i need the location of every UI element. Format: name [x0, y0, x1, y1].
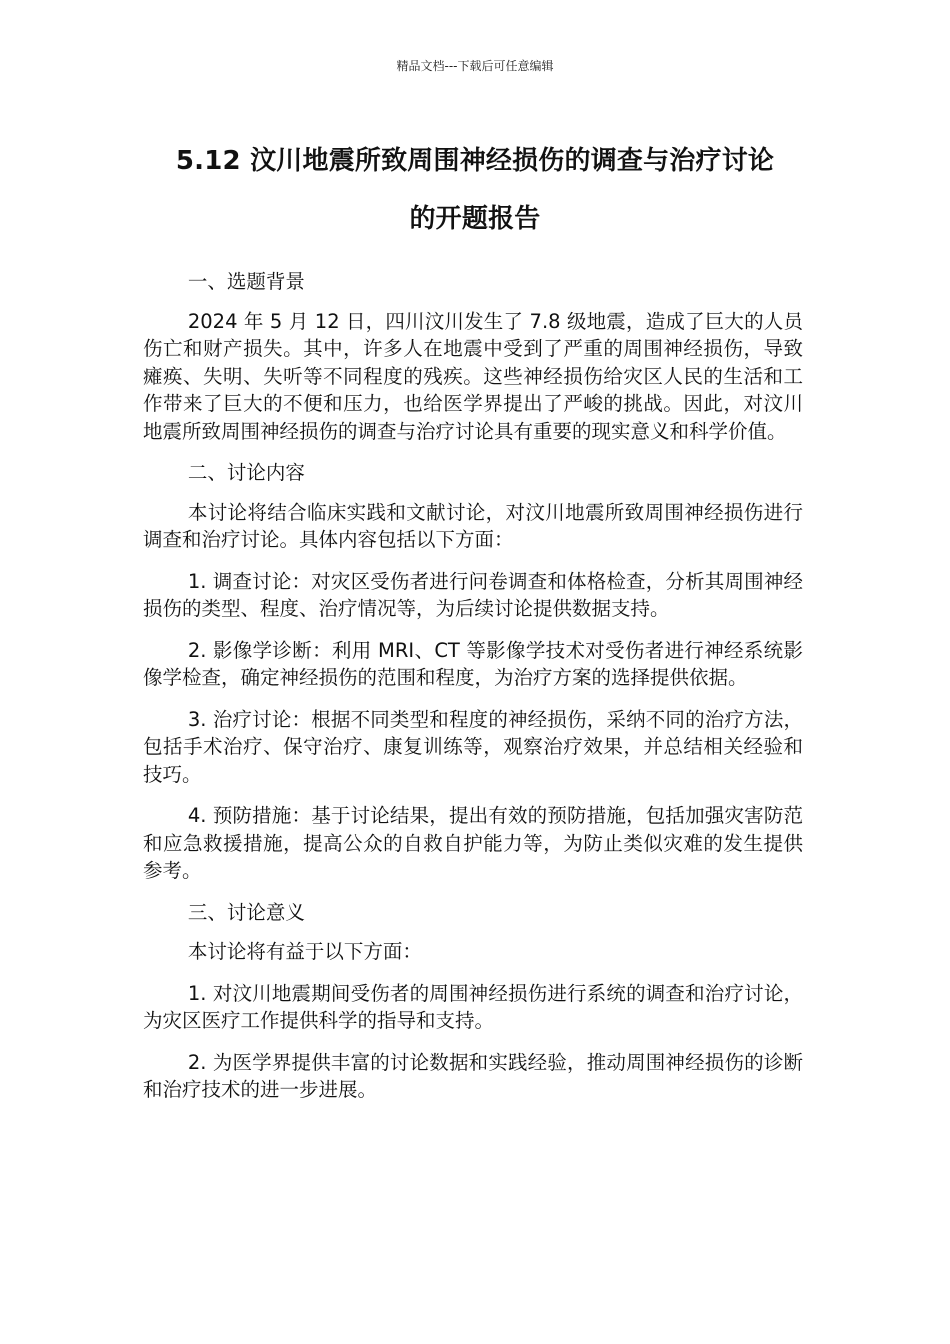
document-title — [120, 132, 830, 248]
section-heading-significance: 三、讨论意义 — [187, 900, 305, 924]
background-paragraph: 2024 年 5 月 12 日，四川汶川发生了 7.8 级地震，造成了巨大的人员伤亡和财产损失。其中，许多人在地震中受到了严重的周围神经损伤，导致瘫痪、失明、失听等不同程度的残疾。这些神经损伤给灾区人民的生活和工作带来了巨大的不便和压力，也给医学界提出了严峻的挑战。因此，对汶川地震所致周围神经损伤的调查与治疗讨论具有重要的现实意义和科学价值。 — [143, 309, 803, 443]
document-title-line-1: 5.12 汶川地震所致周围神经损伤的调查与治疗讨论 — [175, 146, 775, 176]
significance-intro-paragraph: 本讨论将有益于以下方面： — [187, 940, 422, 963]
significance-item-1: 1. 对汶川地震期间受伤者的周围神经损伤进行系统的调查和治疗讨论，为灾区医疗工作提供科学的指导和支持。 — [143, 981, 803, 1032]
section-heading-background: 一、选题背景 — [187, 270, 305, 293]
document-body — [143, 268, 803, 1118]
significance-item-2: 2. 为医学界提供丰富的讨论数据和实践经验，推动周围神经损伤的诊断和治疗技术的进一步进展。 — [143, 1050, 803, 1101]
section-heading-content: 二、讨论内容 — [187, 461, 305, 484]
content-item-imaging: 2. 影像学诊断：利用 MRI、CT 等影像学技术对受伤者进行神经系统影像学检查，确定神经损伤的范围和程度，为治疗方案的选择提供依据。 — [143, 638, 803, 689]
content-item-treatment: 3. 治疗讨论：根据不同类型和程度的神经损伤，采纳不同的治疗方法，包括手术治疗、保守治疗、康复训练等，观察治疗效果，并总结相关经验和技巧。 — [143, 707, 803, 786]
document-title-line-2: 的开题报告 — [409, 204, 541, 234]
content-item-prevention: 4. 预防措施：基于讨论结果，提出有效的预防措施，包括加强灾害防范和应急救援措施，提高公众的自救自护能力等，为防止类似灾难的发生提供参考。 — [143, 804, 803, 882]
content-item-survey: 1. 调查讨论：对灾区受伤者进行问卷调查和体格检查，分析其周围神经损伤的类型、程度、治疗情况等，为后续讨论提供数据支持。 — [143, 569, 803, 620]
content-intro-paragraph: 本讨论将结合临床实践和文献讨论，对汶川地震所致周围神经损伤进行调查和治疗讨论。具体内容包括以下方面： — [143, 500, 803, 551]
page-header: 精品文档---下载后可任意编辑 — [396, 59, 554, 73]
